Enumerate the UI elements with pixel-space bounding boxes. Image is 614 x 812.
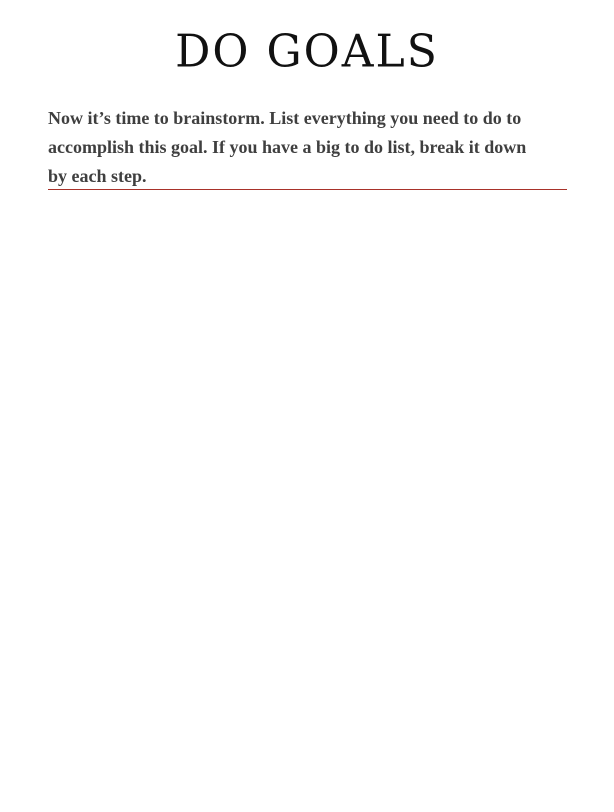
- blank-writing-area: [48, 190, 567, 770]
- instructions-text: Now it’s time to brainstorm. List everything you need to do to accomplish this goal. If you have a big to do list, break it down by each step.: [48, 108, 527, 186]
- page-title: DO GOALS: [175, 25, 439, 78]
